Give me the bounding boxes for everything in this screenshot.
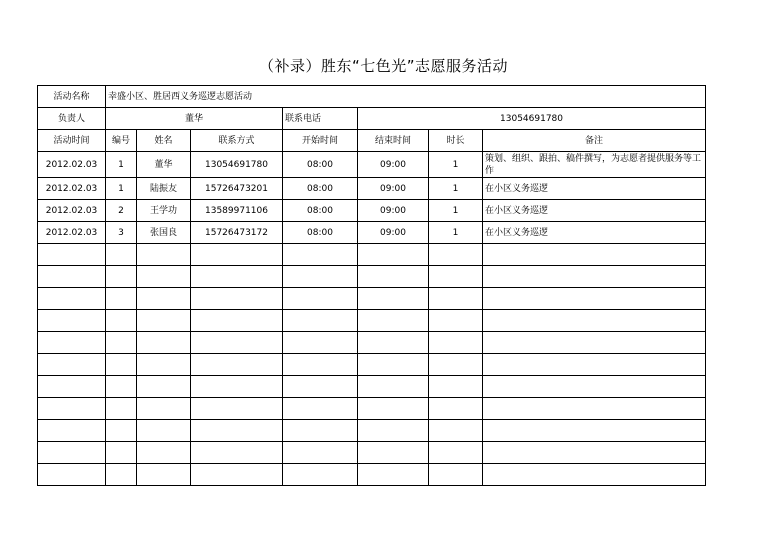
empty-cell [483,244,706,266]
cell-no: 2 [106,200,137,222]
empty-cell [191,332,283,354]
empty-cell [429,310,483,332]
empty-row [38,464,706,486]
leader-row [38,108,706,130]
empty-cell [38,266,106,288]
empty-cell [483,332,706,354]
volunteer-table [37,85,706,486]
empty-cell [38,288,106,310]
table-row [38,200,706,222]
cell-date: 2012.02.03 [38,200,106,222]
empty-cell [429,354,483,376]
empty-cell [137,288,191,310]
cell-name: 张国良 [137,222,191,244]
empty-cell [429,398,483,420]
empty-cell [38,332,106,354]
cell-end: 09:00 [358,152,429,178]
cell-hours: 1 [429,222,483,244]
empty-cell [137,332,191,354]
empty-cell [358,464,429,486]
empty-cell [106,420,137,442]
empty-cell [191,464,283,486]
empty-cell [38,398,106,420]
empty-cell [483,420,706,442]
empty-cell [283,332,358,354]
empty-row [38,310,706,332]
empty-cell [283,464,358,486]
empty-cell [429,420,483,442]
empty-cell [137,398,191,420]
empty-cell [429,332,483,354]
empty-cell [358,376,429,398]
cell-start: 08:00 [283,152,358,178]
column-header-note: 备注 [483,130,706,152]
empty-cell [483,266,706,288]
column-header-start: 开始时间 [283,130,358,152]
empty-cell [191,398,283,420]
empty-cell [191,376,283,398]
empty-cell [358,442,429,464]
cell-note: 策划、组织、跟拍、稿件撰写，为志愿者提供服务等工作 [483,152,706,178]
column-header-name: 姓名 [137,130,191,152]
empty-cell [358,266,429,288]
column-header-end: 结束时间 [358,130,429,152]
empty-cell [283,288,358,310]
cell-hours: 1 [429,178,483,200]
empty-cell [106,288,137,310]
empty-row [38,354,706,376]
empty-cell [429,288,483,310]
empty-row [38,288,706,310]
activity-name-row [38,86,706,108]
cell-contact: 15726473201 [191,178,283,200]
column-header-date: 活动时间 [38,130,106,152]
empty-cell [283,420,358,442]
cell-hours: 1 [429,152,483,178]
cell-hours: 1 [429,200,483,222]
empty-cell [137,354,191,376]
empty-cell [191,442,283,464]
cell-date: 2012.02.03 [38,222,106,244]
empty-cell [106,244,137,266]
empty-cell [283,442,358,464]
empty-row [38,266,706,288]
activity-name-label: 活动名称 [38,86,106,108]
cell-start: 08:00 [283,200,358,222]
empty-cell [429,266,483,288]
empty-cell [358,244,429,266]
empty-cell [38,244,106,266]
phone-value: 13054691780 [358,108,706,130]
empty-cell [358,288,429,310]
empty-row [38,420,706,442]
cell-name: 董华 [137,152,191,178]
empty-cell [358,332,429,354]
cell-no: 1 [106,152,137,178]
empty-cell [137,464,191,486]
page-title: （补录）胜东“七色光”志愿服务活动 [258,57,509,75]
leader-label: 负责人 [38,108,106,130]
empty-cell [191,288,283,310]
empty-cell [283,398,358,420]
empty-cell [106,376,137,398]
empty-cell [106,266,137,288]
cell-note: 在小区义务巡逻 [483,200,706,222]
empty-cell [106,310,137,332]
cell-note: 在小区义务巡逻 [483,178,706,200]
cell-date: 2012.02.03 [38,152,106,178]
empty-cell [283,244,358,266]
empty-cell [191,310,283,332]
column-header-contact: 联系方式 [191,130,283,152]
column-header-no: 编号 [106,130,137,152]
empty-row [38,398,706,420]
empty-cell [483,310,706,332]
cell-date: 2012.02.03 [38,178,106,200]
empty-cell [429,442,483,464]
empty-cell [283,266,358,288]
empty-row [38,332,706,354]
empty-row [38,442,706,464]
empty-cell [358,420,429,442]
cell-end: 09:00 [358,178,429,200]
cell-end: 09:00 [358,222,429,244]
phone-label: 联系电话 [283,108,358,130]
cell-no: 3 [106,222,137,244]
cell-note: 在小区义务巡逻 [483,222,706,244]
cell-name: 王学功 [137,200,191,222]
empty-cell [483,376,706,398]
empty-cell [483,464,706,486]
header-row [38,130,706,152]
empty-cell [358,398,429,420]
empty-cell [483,398,706,420]
cell-contact: 13589971106 [191,200,283,222]
activity-name-value: 幸盛小区、胜居西义务巡逻志愿活动 [106,86,706,108]
cell-end: 09:00 [358,200,429,222]
empty-cell [137,376,191,398]
column-header-hours: 时长 [429,130,483,152]
empty-cell [38,442,106,464]
empty-cell [191,266,283,288]
empty-cell [106,398,137,420]
empty-cell [137,244,191,266]
empty-cell [429,376,483,398]
empty-cell [137,442,191,464]
empty-cell [38,310,106,332]
empty-cell [283,354,358,376]
empty-cell [106,464,137,486]
empty-cell [38,354,106,376]
empty-cell [38,376,106,398]
empty-cell [191,354,283,376]
empty-cell [191,244,283,266]
empty-cell [137,420,191,442]
empty-cell [106,332,137,354]
empty-cell [283,310,358,332]
empty-cell [429,464,483,486]
empty-cell [106,354,137,376]
empty-cell [191,420,283,442]
leader-value: 董华 [106,108,283,130]
empty-cell [358,354,429,376]
empty-cell [483,354,706,376]
cell-start: 08:00 [283,222,358,244]
empty-row [38,244,706,266]
empty-cell [137,310,191,332]
empty-cell [429,244,483,266]
empty-cell [483,288,706,310]
empty-cell [358,310,429,332]
cell-name: 陆振友 [137,178,191,200]
cell-no: 1 [106,178,137,200]
cell-contact: 13054691780 [191,152,283,178]
table-row [38,178,706,200]
cell-contact: 15726473172 [191,222,283,244]
empty-row [38,376,706,398]
empty-cell [137,266,191,288]
empty-cell [283,376,358,398]
table-row [38,152,706,178]
cell-start: 08:00 [283,178,358,200]
empty-cell [483,442,706,464]
table-row [38,222,706,244]
empty-cell [106,442,137,464]
empty-cell [38,464,106,486]
empty-cell [38,420,106,442]
